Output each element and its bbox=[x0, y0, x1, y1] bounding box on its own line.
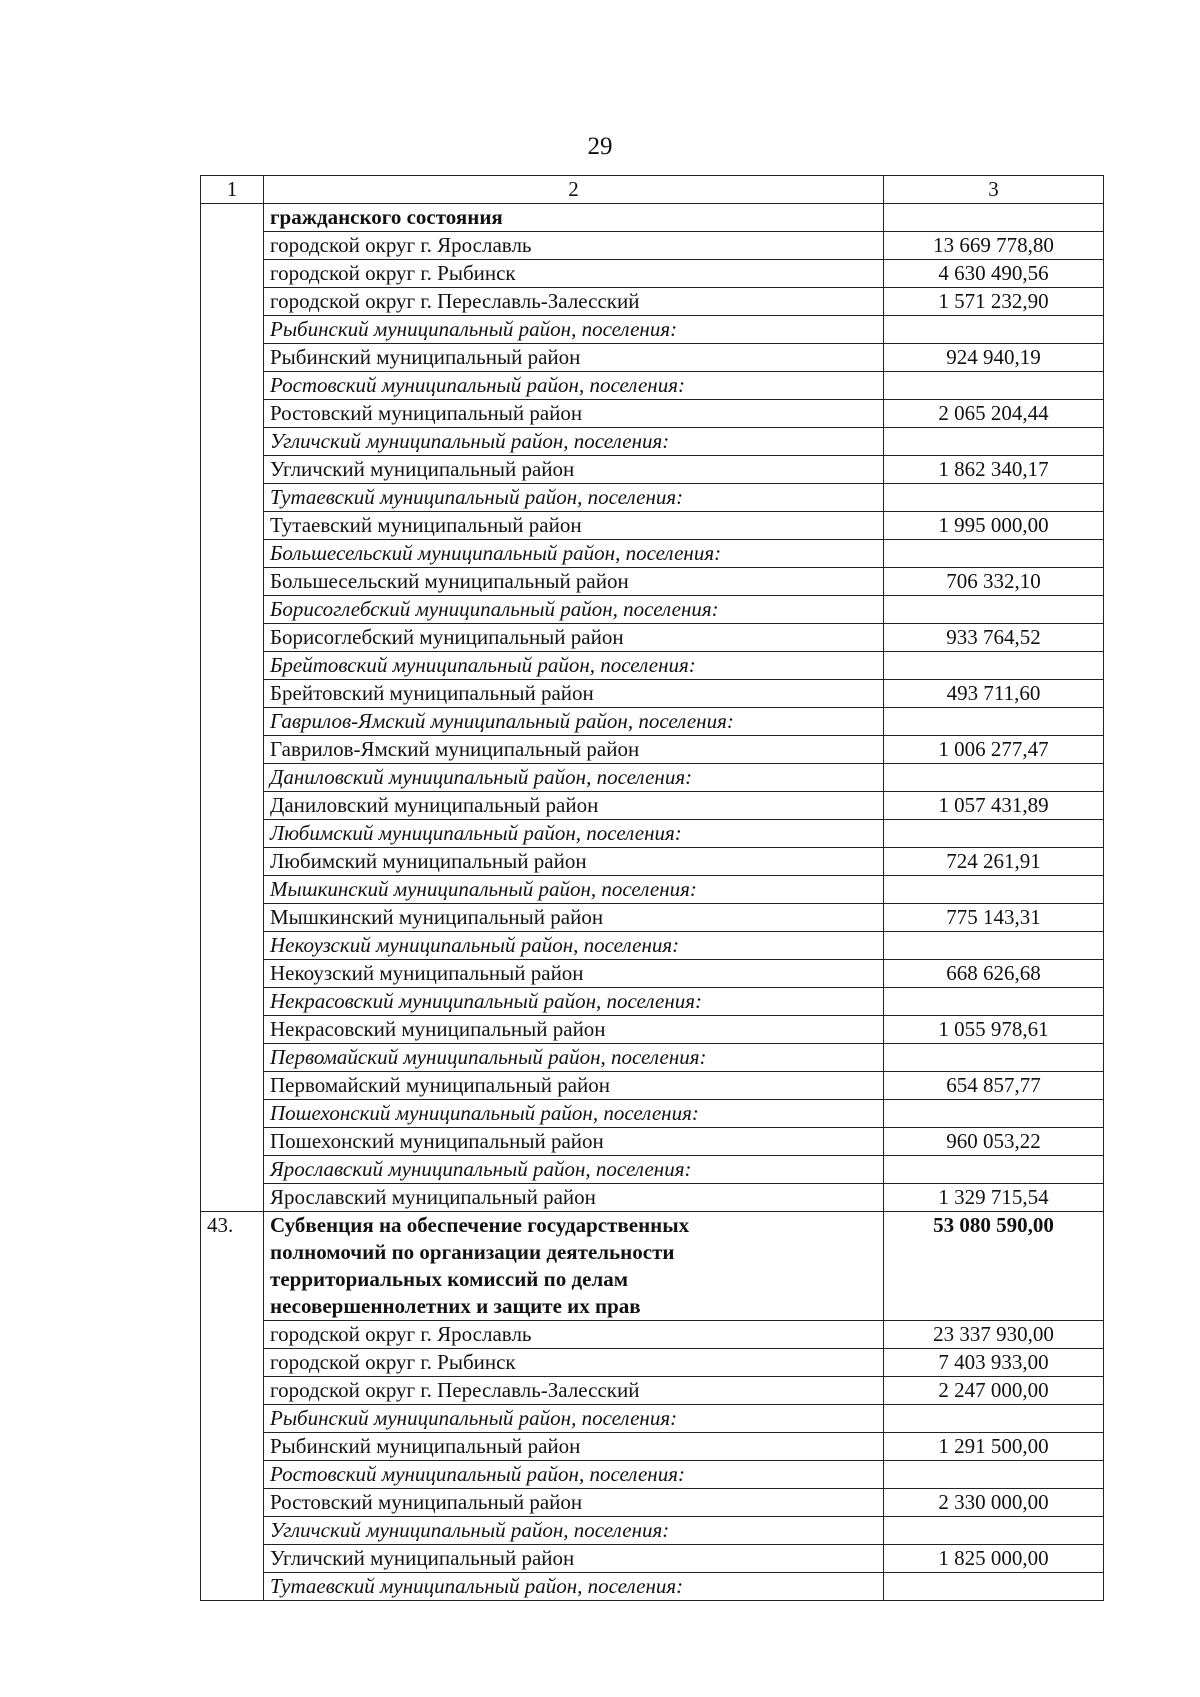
table-row bbox=[201, 1044, 1104, 1072]
block_b-title-line: полномочий по организации деятельности bbox=[270, 1240, 675, 1264]
amount-cell: 1 571 232,90 bbox=[884, 288, 1104, 316]
amount-cell: 1 329 715,54 bbox=[884, 1184, 1104, 1212]
amount-cell: 1 055 978,61 bbox=[884, 1016, 1104, 1044]
amount-cell bbox=[884, 316, 1104, 344]
district-name: Даниловский муниципальный район bbox=[264, 792, 884, 820]
table-row bbox=[201, 456, 1104, 484]
table-row bbox=[201, 904, 1104, 932]
amount-cell bbox=[884, 988, 1104, 1016]
table-row bbox=[201, 1461, 1104, 1489]
block_b-number-cell: 43. bbox=[201, 1212, 264, 1601]
district-name: Ростовский муниципальный район bbox=[264, 400, 884, 428]
block_a-number-cell bbox=[201, 204, 264, 1212]
block_a-total bbox=[884, 204, 1104, 232]
district-name: городской округ г. Переславль-Залесский bbox=[264, 288, 884, 316]
table-row bbox=[201, 568, 1104, 596]
district-group-label: Рыбинский муниципальный район, поселения: bbox=[264, 316, 884, 344]
table-row bbox=[201, 624, 1104, 652]
district-name: Борисоглебский муниципальный район bbox=[264, 624, 884, 652]
amount-cell: 13 669 778,80 bbox=[884, 232, 1104, 260]
table-row bbox=[201, 1072, 1104, 1100]
table-row bbox=[201, 288, 1104, 316]
table-row bbox=[201, 400, 1104, 428]
district-group-label: Ростовский муниципальный район, поселения: bbox=[264, 1461, 884, 1489]
district-group-label: Рыбинский муниципальный район, поселения: bbox=[264, 1405, 884, 1433]
district-name: Ярославский муниципальный район bbox=[264, 1184, 884, 1212]
block_b-title-line: территориальных комиссий по делам bbox=[270, 1267, 629, 1291]
table-row bbox=[201, 232, 1104, 260]
amount-cell bbox=[884, 372, 1104, 400]
amount-cell: 960 053,22 bbox=[884, 1128, 1104, 1156]
table-row bbox=[201, 988, 1104, 1016]
district-name: городской округ г. Ярославль bbox=[264, 232, 884, 260]
table-row bbox=[201, 1433, 1104, 1461]
amount-cell: 1 995 000,00 bbox=[884, 512, 1104, 540]
amount-cell bbox=[884, 1573, 1104, 1601]
district-name: Мышкинский муниципальный район bbox=[264, 904, 884, 932]
amount-cell: 668 626,68 bbox=[884, 960, 1104, 988]
amount-cell: 1 006 277,47 bbox=[884, 736, 1104, 764]
table-row bbox=[201, 960, 1104, 988]
amount-cell: 493 711,60 bbox=[884, 680, 1104, 708]
district-group-label: Некоузский муниципальный район, поселения: bbox=[264, 932, 884, 960]
district-name: Угличский муниципальный район bbox=[264, 1545, 884, 1573]
block_a-title: гражданского состояния bbox=[264, 204, 884, 232]
district-group-label: Ростовский муниципальный район, поселения: bbox=[264, 372, 884, 400]
amount-cell bbox=[884, 1517, 1104, 1545]
table-row bbox=[201, 316, 1104, 344]
district-group-label: Гаврилов-Ямский муниципальный район, поселения: bbox=[264, 708, 884, 736]
header-col-3: 3 bbox=[884, 176, 1104, 204]
amount-cell: 23 337 930,00 bbox=[884, 1321, 1104, 1349]
table-row bbox=[201, 1184, 1104, 1212]
table-row bbox=[201, 1128, 1104, 1156]
district-name: Рыбинский муниципальный район bbox=[264, 344, 884, 372]
district-name: Ростовский муниципальный район bbox=[264, 1489, 884, 1517]
amount-cell bbox=[884, 428, 1104, 456]
district-group-label: Некрасовский муниципальный район, поселения: bbox=[264, 988, 884, 1016]
table-row bbox=[201, 1156, 1104, 1184]
table-row bbox=[201, 1545, 1104, 1573]
table-row bbox=[201, 596, 1104, 624]
table-row bbox=[201, 1377, 1104, 1405]
table-row bbox=[201, 708, 1104, 736]
district-group-label: Борисоглебский муниципальный район, поселения: bbox=[264, 596, 884, 624]
district-group-label: Ярославский муниципальный район, поселения: bbox=[264, 1156, 884, 1184]
amount-cell: 1 291 500,00 bbox=[884, 1433, 1104, 1461]
amount-cell: 2 330 000,00 bbox=[884, 1489, 1104, 1517]
amount-cell: 2 247 000,00 bbox=[884, 1377, 1104, 1405]
district-group-label: Угличский муниципальный район, поселения: bbox=[264, 428, 884, 456]
block_b-title bbox=[264, 1212, 884, 1321]
district-group-label: Брейтовский муниципальный район, поселения: bbox=[264, 652, 884, 680]
table-header-row bbox=[201, 176, 1104, 204]
amount-cell: 924 940,19 bbox=[884, 344, 1104, 372]
amount-cell bbox=[884, 1100, 1104, 1128]
district-name: городской округ г. Рыбинск bbox=[264, 1349, 884, 1377]
district-name: Брейтовский муниципальный район bbox=[264, 680, 884, 708]
table-row bbox=[201, 1016, 1104, 1044]
table-row bbox=[201, 260, 1104, 288]
table-row bbox=[201, 484, 1104, 512]
table-row bbox=[201, 428, 1104, 456]
table-row bbox=[201, 372, 1104, 400]
amount-cell bbox=[884, 876, 1104, 904]
district-group-label: Первомайский муниципальный район, поселения: bbox=[264, 1044, 884, 1072]
amount-cell bbox=[884, 540, 1104, 568]
block_b-title-row bbox=[201, 1212, 1104, 1321]
district-name: Тутаевский муниципальный район bbox=[264, 512, 884, 540]
amount-cell bbox=[884, 1044, 1104, 1072]
amount-cell bbox=[884, 932, 1104, 960]
district-group-label: Тутаевский муниципальный район, поселения: bbox=[264, 1573, 884, 1601]
table-row bbox=[201, 820, 1104, 848]
table-row bbox=[201, 1517, 1104, 1545]
amount-cell: 1 057 431,89 bbox=[884, 792, 1104, 820]
table-row bbox=[201, 1100, 1104, 1128]
amount-cell: 2 065 204,44 bbox=[884, 400, 1104, 428]
amount-cell: 4 630 490,56 bbox=[884, 260, 1104, 288]
district-name: городской округ г. Переславль-Залесский bbox=[264, 1377, 884, 1405]
district-name: Большесельский муниципальный район bbox=[264, 568, 884, 596]
table-row bbox=[201, 344, 1104, 372]
block_a-title-row bbox=[201, 204, 1104, 232]
block_b-title-line: Субвенция на обеспечение государственных bbox=[270, 1213, 690, 1237]
district-name: Некоузский муниципальный район bbox=[264, 960, 884, 988]
amount-cell bbox=[884, 1156, 1104, 1184]
table-row bbox=[201, 848, 1104, 876]
amount-cell bbox=[884, 1405, 1104, 1433]
district-group-label: Мышкинский муниципальный район, поселения: bbox=[264, 876, 884, 904]
district-name: Пошехонский муниципальный район bbox=[264, 1128, 884, 1156]
table-row bbox=[201, 736, 1104, 764]
amount-cell bbox=[884, 484, 1104, 512]
table-row bbox=[201, 792, 1104, 820]
district-name: Рыбинский муниципальный район bbox=[264, 1433, 884, 1461]
header-col-1: 1 bbox=[201, 176, 264, 204]
table-row bbox=[201, 1573, 1104, 1601]
amount-cell bbox=[884, 652, 1104, 680]
amount-cell: 933 764,52 bbox=[884, 624, 1104, 652]
block_b-total: 53 080 590,00 bbox=[884, 1212, 1104, 1321]
table-row bbox=[201, 764, 1104, 792]
table-row bbox=[201, 1321, 1104, 1349]
amount-cell bbox=[884, 764, 1104, 792]
district-group-label: Тутаевский муниципальный район, поселения: bbox=[264, 484, 884, 512]
table-row bbox=[201, 876, 1104, 904]
table-row bbox=[201, 652, 1104, 680]
page-number: 29 bbox=[587, 133, 613, 160]
amount-cell bbox=[884, 596, 1104, 624]
table-row bbox=[201, 1349, 1104, 1377]
amount-cell bbox=[884, 820, 1104, 848]
table-row bbox=[201, 932, 1104, 960]
amount-cell bbox=[884, 1461, 1104, 1489]
amount-cell bbox=[884, 708, 1104, 736]
district-group-label: Даниловский муниципальный район, поселения: bbox=[264, 764, 884, 792]
district-group-label: Большесельский муниципальный район, поселения: bbox=[264, 540, 884, 568]
district-name: Угличский муниципальный район bbox=[264, 456, 884, 484]
table-row bbox=[201, 680, 1104, 708]
block_b-title-line: несовершеннолетних и защите их прав bbox=[270, 1294, 641, 1318]
amount-cell: 775 143,31 bbox=[884, 904, 1104, 932]
district-name: Некрасовский муниципальный район bbox=[264, 1016, 884, 1044]
amount-cell: 1 825 000,00 bbox=[884, 1545, 1104, 1573]
district-name: Первомайский муниципальный район bbox=[264, 1072, 884, 1100]
district-group-label: Пошехонский муниципальный район, поселения: bbox=[264, 1100, 884, 1128]
district-group-label: Угличский муниципальный район, поселения: bbox=[264, 1517, 884, 1545]
table-row bbox=[201, 512, 1104, 540]
amount-cell: 706 332,10 bbox=[884, 568, 1104, 596]
district-name: городской округ г. Ярославль bbox=[264, 1321, 884, 1349]
amount-cell: 7 403 933,00 bbox=[884, 1349, 1104, 1377]
amount-cell: 654 857,77 bbox=[884, 1072, 1104, 1100]
district-name: Любимский муниципальный район bbox=[264, 848, 884, 876]
district-name: городской округ г. Рыбинск bbox=[264, 260, 884, 288]
table-row bbox=[201, 1489, 1104, 1517]
amount-cell: 724 261,91 bbox=[884, 848, 1104, 876]
table-row bbox=[201, 1405, 1104, 1433]
district-group-label: Любимский муниципальный район, поселения: bbox=[264, 820, 884, 848]
budget-table bbox=[200, 175, 1104, 1601]
table-row bbox=[201, 540, 1104, 568]
amount-cell: 1 862 340,17 bbox=[884, 456, 1104, 484]
header-col-2: 2 bbox=[264, 176, 884, 204]
district-name: Гаврилов-Ямский муниципальный район bbox=[264, 736, 884, 764]
